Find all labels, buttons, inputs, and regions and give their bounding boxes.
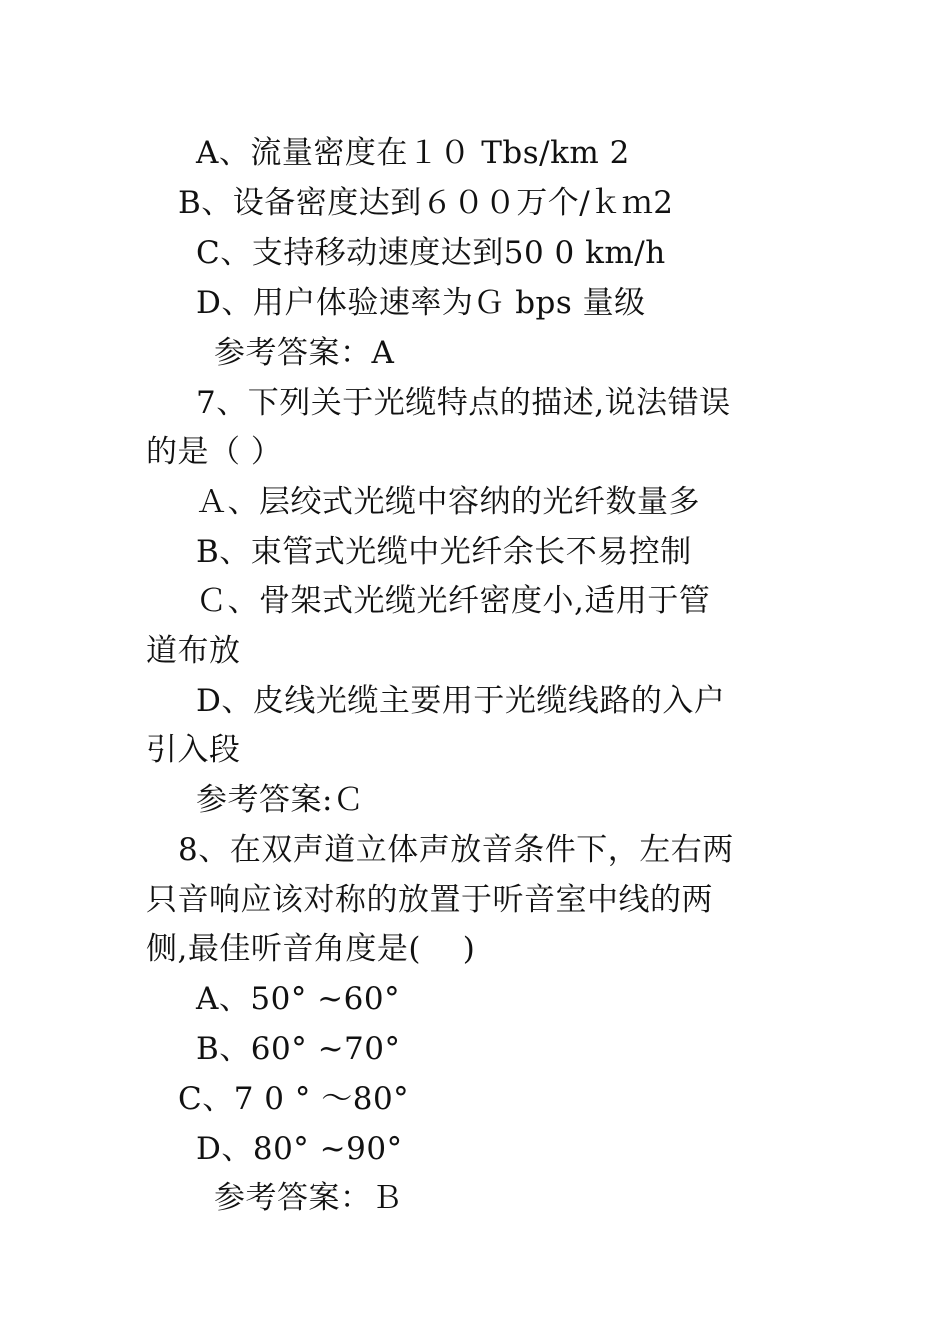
q6-answer: 参考答案：A bbox=[214, 335, 395, 371]
q6-option-a: A、流量密度在１０ Tbs/km 2 bbox=[196, 135, 630, 171]
q7-option-d-line1: D、皮线光缆主要用于光缆线路的入户 bbox=[196, 683, 726, 719]
q8-option-d: D、80° ~90° bbox=[196, 1131, 403, 1167]
q8-option-a: A、50° ~60° bbox=[196, 981, 401, 1017]
q8-question-line1: 8、在双声道立体声放音条件下，左右两 bbox=[178, 832, 734, 868]
q8-question-line3: 侧,最佳听音角度是( ) bbox=[146, 931, 476, 967]
q6-option-c: C、支持移动速度达到50 0 km/h bbox=[196, 235, 666, 271]
q7-question-line2: 的是（ ） bbox=[146, 434, 283, 470]
q7-option-a: Ａ、层绞式光缆中容纳的光纤数量多 bbox=[196, 484, 700, 520]
q8-question-line2: 只音响应该对称的放置于听音室中线的两 bbox=[146, 882, 713, 918]
q8-option-c: C、7 0 ° ～80° bbox=[178, 1081, 410, 1117]
q7-option-b: B、束管式光缆中光纤余长不易控制 bbox=[196, 534, 692, 570]
q7-option-d-line2: 引入段 bbox=[146, 732, 241, 768]
q7-answer: 参考答案:Ｃ bbox=[196, 782, 365, 818]
q6-option-b: B、设备密度达到６００万个/ｋｍ2 bbox=[178, 185, 674, 221]
q7-option-c-line2: 道布放 bbox=[146, 633, 241, 669]
q6-option-d: D、用户体验速率为Ｇ bps 量级 bbox=[196, 285, 646, 321]
q8-answer: 参考答案：Ｂ bbox=[214, 1180, 403, 1216]
q8-option-b: B、60° ~70° bbox=[196, 1031, 401, 1067]
q7-option-c-line1: Ｃ、骨架式光缆光纤密度小,适用于管 bbox=[196, 583, 711, 619]
q7-question-line1: 7、下列关于光缆特点的描述,说法错误 bbox=[196, 385, 731, 421]
